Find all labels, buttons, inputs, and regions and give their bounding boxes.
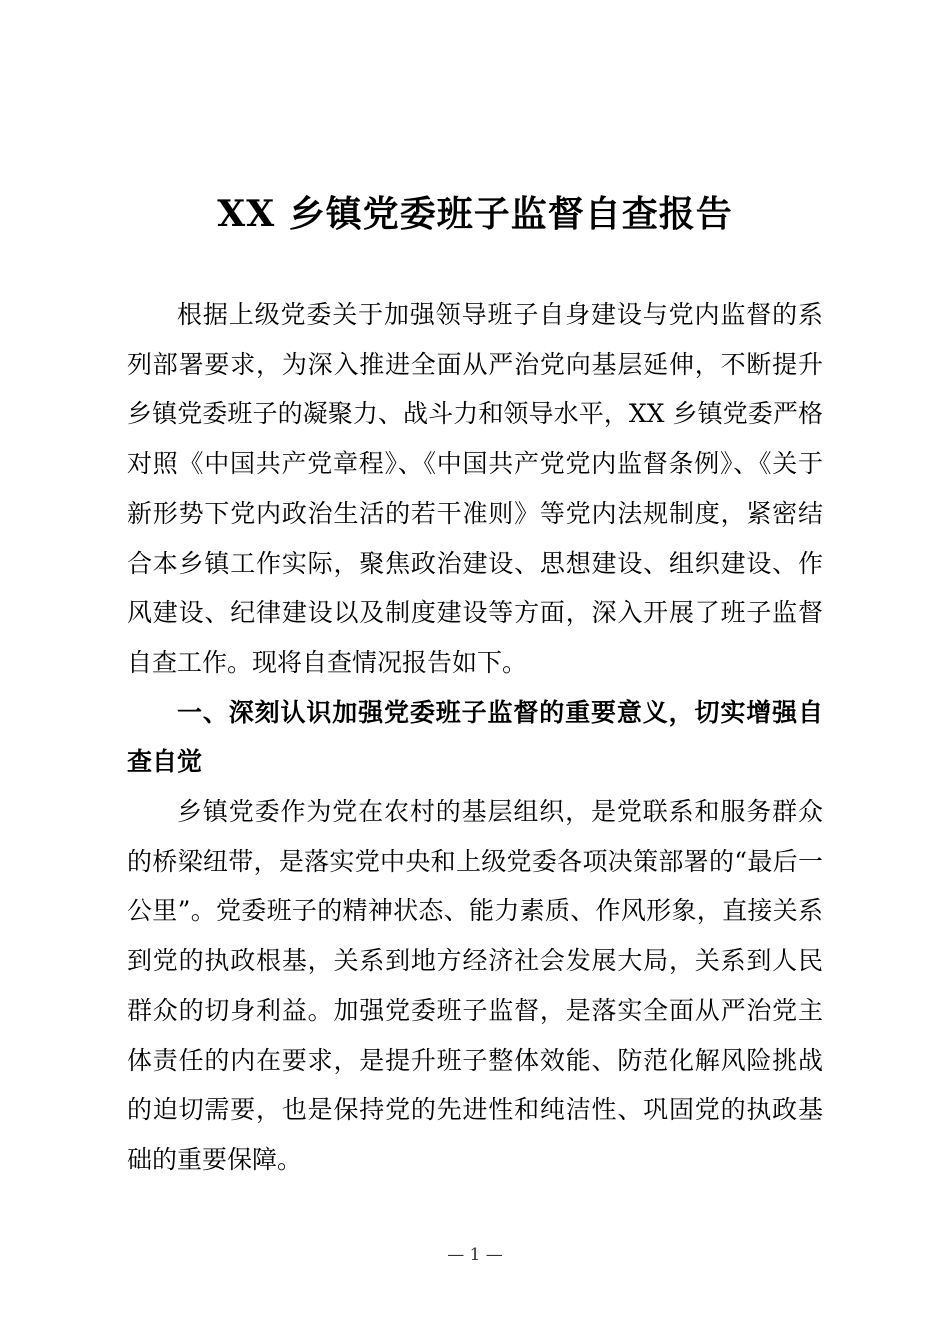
section-1-paragraph: 乡镇党委作为党在农村的基层组织，是党联系和服务群众的桥梁纽带，是落实党中央和上级党委各项决策部署的“最后一公里”。党委班子的精神状态、能力素质、作风形象，直接关系到党的执政根基，关系到地方经济社会发展大局，关系到人民群众的切身利益。加强党委班子监督，是落实全面从严治党主体责任的内在要求，是提升班子整体效能、防范化解风险挑战的迫切需要，也是保持党的先进性和纯洁性、巩固党的执政基础的重要保障。 <box>127 797 823 1174</box>
page-number: — 1 — <box>447 1245 503 1265</box>
document-title: XX 乡镇党委班子监督自查报告 <box>217 193 733 235</box>
section-heading-1: 一、深刻认识加强党委班子监督的重要意义，切实增强自查自觉 <box>127 697 823 777</box>
intro-paragraph: 根据上级党委关于加强领导班子自身建设与党内监督的系列部署要求，为深入推进全面从严治党向基层延伸，不断提升乡镇党委班子的凝聚力、战斗力和领导水平，XX 乡镇党委严格对照《中国共产党章程》、《中国共产党党内监督条例》、《关于新形势下党内政治生活的若干准则》等党内法规制度，紧密结合本乡镇工作实际，聚焦政治建设、思想建设、组织建设、作风建设、纪律建设以及制度建设等方面，深入开展了班子监督自查工作。现将自查情况报告如下。 <box>127 300 823 677</box>
document-body <box>127 290 823 1185</box>
